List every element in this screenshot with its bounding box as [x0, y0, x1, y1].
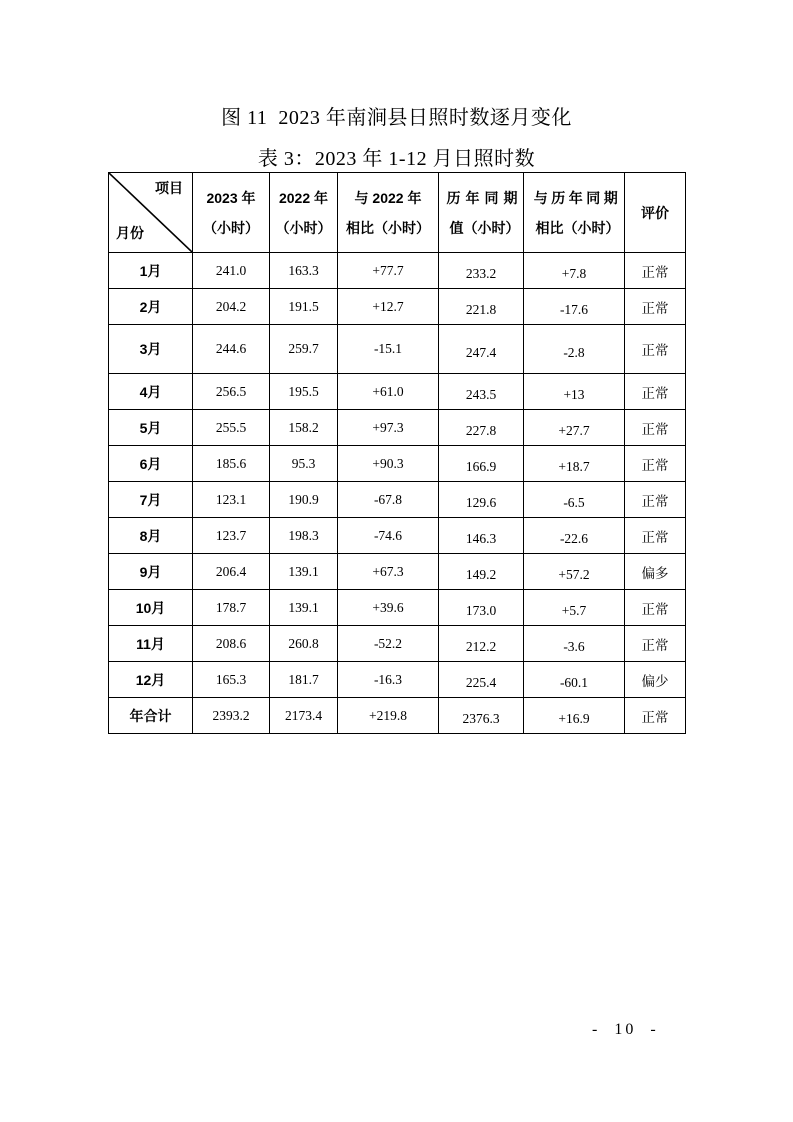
cell-vs-2022: +67.3	[338, 554, 439, 590]
cell-vs-historical: -22.6	[524, 518, 625, 554]
cell-2023-hours: 178.7	[193, 590, 270, 626]
cell-vs-historical: +7.8	[524, 253, 625, 289]
cell-historical: 233.2	[439, 253, 524, 289]
cell-historical: 225.4	[439, 662, 524, 698]
figure-title: 图 11 2023 年南涧县日照时数逐月变化	[221, 107, 572, 129]
header-vs-2022-line2: 相比（小时）	[346, 219, 430, 236]
header-evaluation	[625, 173, 686, 253]
table-row	[109, 590, 686, 626]
header-historical-value-line1: 历年同期	[446, 189, 523, 206]
cell-2022-hours: 260.8	[270, 626, 338, 662]
cell-2023-hours: 206.4	[193, 554, 270, 590]
table-row	[109, 253, 686, 289]
cell-vs-2022: +12.7	[338, 289, 439, 325]
cell-historical: 247.4	[439, 325, 524, 374]
header-vs-2022-line1: 与 2022 年	[354, 189, 422, 206]
cell-vs-2022: +61.0	[338, 374, 439, 410]
cell-vs-historical: +5.7	[524, 590, 625, 626]
cell-month: 9月	[109, 554, 193, 590]
header-row	[109, 173, 686, 253]
table-row	[109, 289, 686, 325]
table-row	[109, 325, 686, 374]
cell-month: 4月	[109, 374, 193, 410]
cell-vs-historical: +13	[524, 374, 625, 410]
cell-2023-hours: 244.6	[193, 325, 270, 374]
table-row	[109, 626, 686, 662]
sunshine-hours-table	[108, 172, 686, 734]
cell-2022-hours: 181.7	[270, 662, 338, 698]
cell-historical: 243.5	[439, 374, 524, 410]
cell-evaluation: 正常	[625, 253, 686, 289]
header-2023-line2: （小时）	[203, 219, 259, 236]
header-2023	[193, 173, 270, 253]
cell-historical: 146.3	[439, 518, 524, 554]
cell-2023-hours: 204.2	[193, 289, 270, 325]
header-2022-line1: 2022 年	[278, 189, 329, 206]
cell-vs-historical: -17.6	[524, 289, 625, 325]
cell-historical: 212.2	[439, 626, 524, 662]
header-corner-cell	[109, 173, 193, 253]
table-body	[109, 253, 686, 734]
table-title: 表 3：2023 年 1-12 月日照时数	[257, 148, 536, 170]
cell-2023-hours: 256.5	[193, 374, 270, 410]
cell-2023-hours: 123.7	[193, 518, 270, 554]
table-row	[109, 410, 686, 446]
cell-month: 8月	[109, 518, 193, 554]
cell-vs-2022: +90.3	[338, 446, 439, 482]
cell-2022-hours: 2173.4	[270, 698, 338, 734]
header-2022-line2: （小时）	[275, 219, 332, 236]
cell-vs-2022: -52.2	[338, 626, 439, 662]
cell-evaluation: 正常	[625, 446, 686, 482]
table-row	[109, 554, 686, 590]
table-row	[109, 518, 686, 554]
header-historical-value	[439, 173, 524, 253]
cell-2023-hours: 255.5	[193, 410, 270, 446]
cell-vs-2022: -16.3	[338, 662, 439, 698]
cell-vs-2022: -67.8	[338, 482, 439, 518]
cell-historical: 2376.3	[439, 698, 524, 734]
header-evaluation-label: 评价	[641, 204, 669, 221]
cell-vs-historical: -2.8	[524, 325, 625, 374]
cell-2022-hours: 158.2	[270, 410, 338, 446]
cell-month: 年合计	[109, 698, 193, 734]
cell-evaluation: 正常	[625, 482, 686, 518]
cell-2022-hours: 190.9	[270, 482, 338, 518]
cell-evaluation: 正常	[625, 289, 686, 325]
cell-month: 7月	[109, 482, 193, 518]
cell-evaluation: 偏多	[625, 554, 686, 590]
cell-evaluation: 正常	[625, 626, 686, 662]
cell-2023-hours: 123.1	[193, 482, 270, 518]
page-number: - 10 -	[592, 1021, 659, 1038]
cell-2023-hours: 241.0	[193, 253, 270, 289]
cell-month: 11月	[109, 626, 193, 662]
cell-vs-2022: +219.8	[338, 698, 439, 734]
cell-historical: 166.9	[439, 446, 524, 482]
table-row	[109, 482, 686, 518]
cell-vs-historical: +16.9	[524, 698, 625, 734]
cell-vs-2022: +97.3	[338, 410, 439, 446]
cell-vs-2022: -74.6	[338, 518, 439, 554]
cell-evaluation: 正常	[625, 374, 686, 410]
cell-vs-historical: +57.2	[524, 554, 625, 590]
cell-month: 1月	[109, 253, 193, 289]
cell-vs-historical: +27.7	[524, 410, 625, 446]
cell-evaluation: 正常	[625, 410, 686, 446]
cell-evaluation: 正常	[625, 698, 686, 734]
cell-2023-hours: 185.6	[193, 446, 270, 482]
header-vs-historical-line2: 相比（小时）	[535, 219, 620, 236]
header-corner-month-label: 月份	[116, 225, 144, 241]
cell-month: 5月	[109, 410, 193, 446]
header-vs-historical	[524, 173, 625, 253]
cell-historical: 227.8	[439, 410, 524, 446]
cell-month: 10月	[109, 590, 193, 626]
cell-vs-historical: -60.1	[524, 662, 625, 698]
cell-month: 3月	[109, 325, 193, 374]
cell-month: 6月	[109, 446, 193, 482]
cell-2022-hours: 139.1	[270, 554, 338, 590]
cell-2022-hours: 191.5	[270, 289, 338, 325]
table-row	[109, 374, 686, 410]
cell-vs-historical: -6.5	[524, 482, 625, 518]
header-historical-value-line2: 值（小时）	[449, 219, 520, 236]
cell-2022-hours: 163.3	[270, 253, 338, 289]
cell-2022-hours: 198.3	[270, 518, 338, 554]
cell-vs-historical: +18.7	[524, 446, 625, 482]
cell-2023-hours: 165.3	[193, 662, 270, 698]
cell-vs-2022: -15.1	[338, 325, 439, 374]
header-2023-line1: 2023 年	[206, 189, 256, 206]
cell-historical: 221.8	[439, 289, 524, 325]
cell-2022-hours: 95.3	[270, 446, 338, 482]
cell-2023-hours: 2393.2	[193, 698, 270, 734]
table-row	[109, 662, 686, 698]
cell-historical: 149.2	[439, 554, 524, 590]
header-corner-project-label: 项目	[155, 180, 183, 196]
header-vs-historical-line1: 与历年同期	[533, 189, 622, 206]
cell-vs-2022: +39.6	[338, 590, 439, 626]
cell-2022-hours: 259.7	[270, 325, 338, 374]
cell-month: 2月	[109, 289, 193, 325]
table-row	[109, 698, 686, 734]
cell-evaluation: 偏少	[625, 662, 686, 698]
cell-historical: 129.6	[439, 482, 524, 518]
cell-2023-hours: 208.6	[193, 626, 270, 662]
cell-evaluation: 正常	[625, 518, 686, 554]
cell-2022-hours: 139.1	[270, 590, 338, 626]
cell-historical: 173.0	[439, 590, 524, 626]
header-vs-2022	[338, 173, 439, 253]
cell-month: 12月	[109, 662, 193, 698]
cell-evaluation: 正常	[625, 325, 686, 374]
table-row	[109, 446, 686, 482]
header-2022	[270, 173, 338, 253]
cell-vs-historical: -3.6	[524, 626, 625, 662]
cell-2022-hours: 195.5	[270, 374, 338, 410]
cell-vs-2022: +77.7	[338, 253, 439, 289]
cell-evaluation: 正常	[625, 590, 686, 626]
